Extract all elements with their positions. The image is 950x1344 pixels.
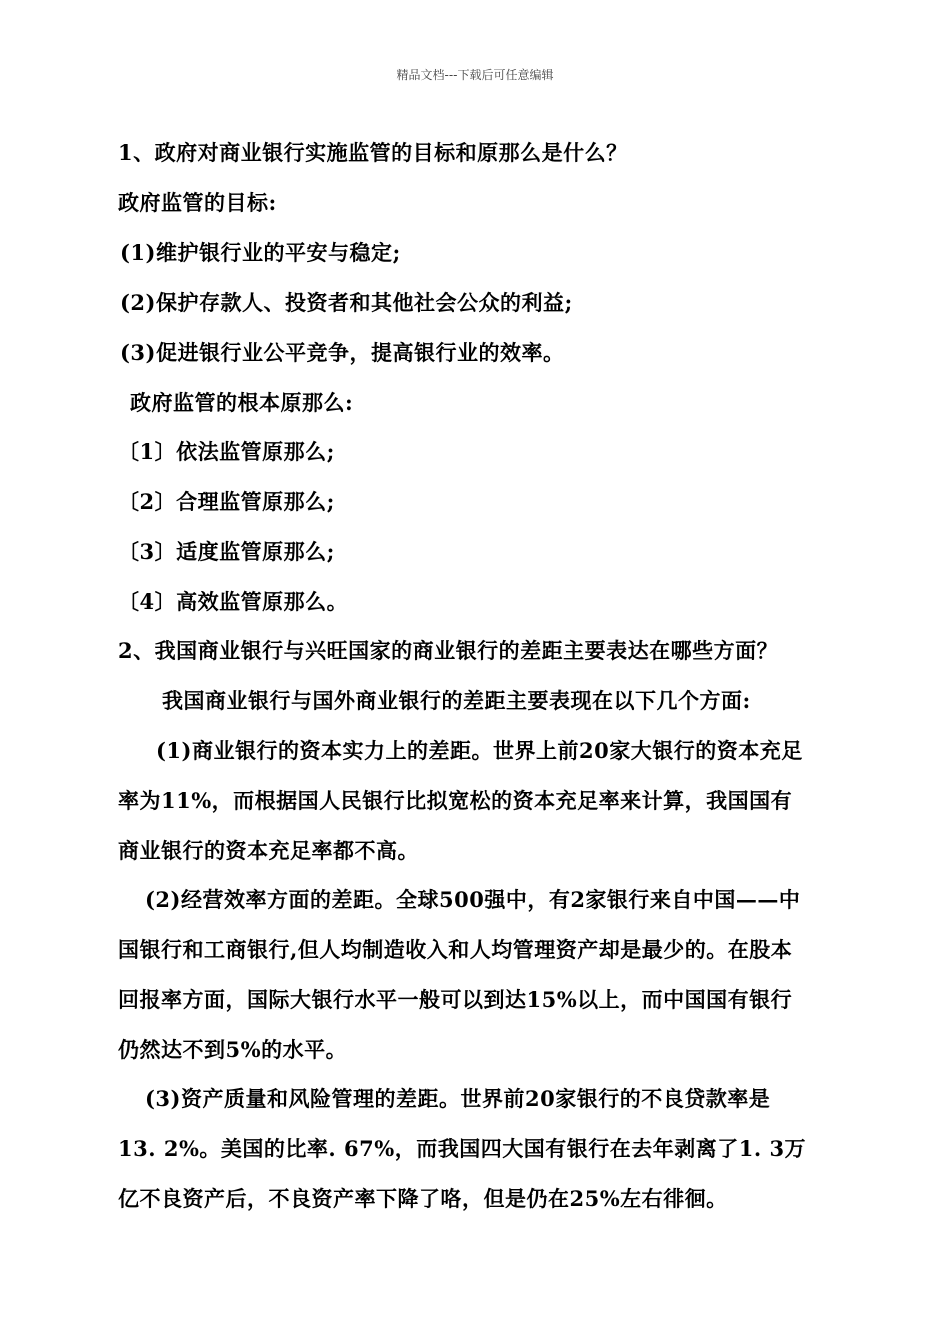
principle-item-1: 〔1〕依法监管原那么; xyxy=(118,439,335,464)
goal-item-1: (1)维护银行业的平安与稳定; xyxy=(120,240,401,265)
gap-2-line-4: 仍然达不到5%的水平。 xyxy=(118,1037,348,1062)
gap-2-line-1: (2)经营效率方面的差距。全球500强中，有2家银行来自中国——中 xyxy=(145,887,801,912)
gap-2-line-3: 回报率方面，国际大银行水平一般可以到达15%以上，而中国国有银行 xyxy=(118,987,793,1012)
gap-2-line-2: 国银行和工商银行,但人均制造收入和人均管理资产却是最少的。在股本 xyxy=(118,937,793,962)
gap-3-line-2: 13. 2%。美国的比率. 67%，而我国四大国有银行在去年剥离了1. 3万 xyxy=(118,1136,807,1161)
page-header: 精品文档---下载后可任意编辑 xyxy=(396,68,554,82)
gap-3-line-3: 亿不良资产后，不良资产率下降了咯，但是仍在25%左右徘徊。 xyxy=(118,1186,728,1211)
answer-2-intro: 我国商业银行与国外商业银行的差距主要表现在以下几个方面: xyxy=(162,688,751,713)
goals-heading: 政府监管的目标: xyxy=(118,190,277,215)
goal-item-2: (2)保护存款人、投资者和其他社会公众的利益; xyxy=(120,290,573,315)
question-2: 2、我国商业银行与兴旺国家的商业银行的差距主要表达在哪些方面？ xyxy=(118,638,779,663)
gap-1-line-3: 商业银行的资本充足率都不高。 xyxy=(118,838,419,863)
gap-3-line-1: (3)资产质量和风险管理的差距。世界前20家银行的不良贷款率是 xyxy=(145,1086,771,1111)
goal-item-3: (3)促进银行业公平竞争，提高银行业的效率。 xyxy=(120,340,565,365)
question-1: 1、政府对商业银行实施监管的目标和原那么是什么？ xyxy=(118,140,628,165)
gap-1-line-2: 率为11%，而根据国人民银行比拟宽松的资本充足率来计算，我国国有 xyxy=(118,788,793,813)
principle-item-4: 〔4〕高效监管原那么。 xyxy=(118,589,349,614)
gap-1-line-1: (1)商业银行的资本实力上的差距。世界上前20家大银行的资本充足 xyxy=(156,738,803,763)
principles-heading: 政府监管的根本原那么: xyxy=(130,390,354,415)
principle-item-3: 〔3〕适度监管原那么; xyxy=(118,539,335,564)
principle-item-2: 〔2〕合理监管原那么; xyxy=(118,489,335,514)
